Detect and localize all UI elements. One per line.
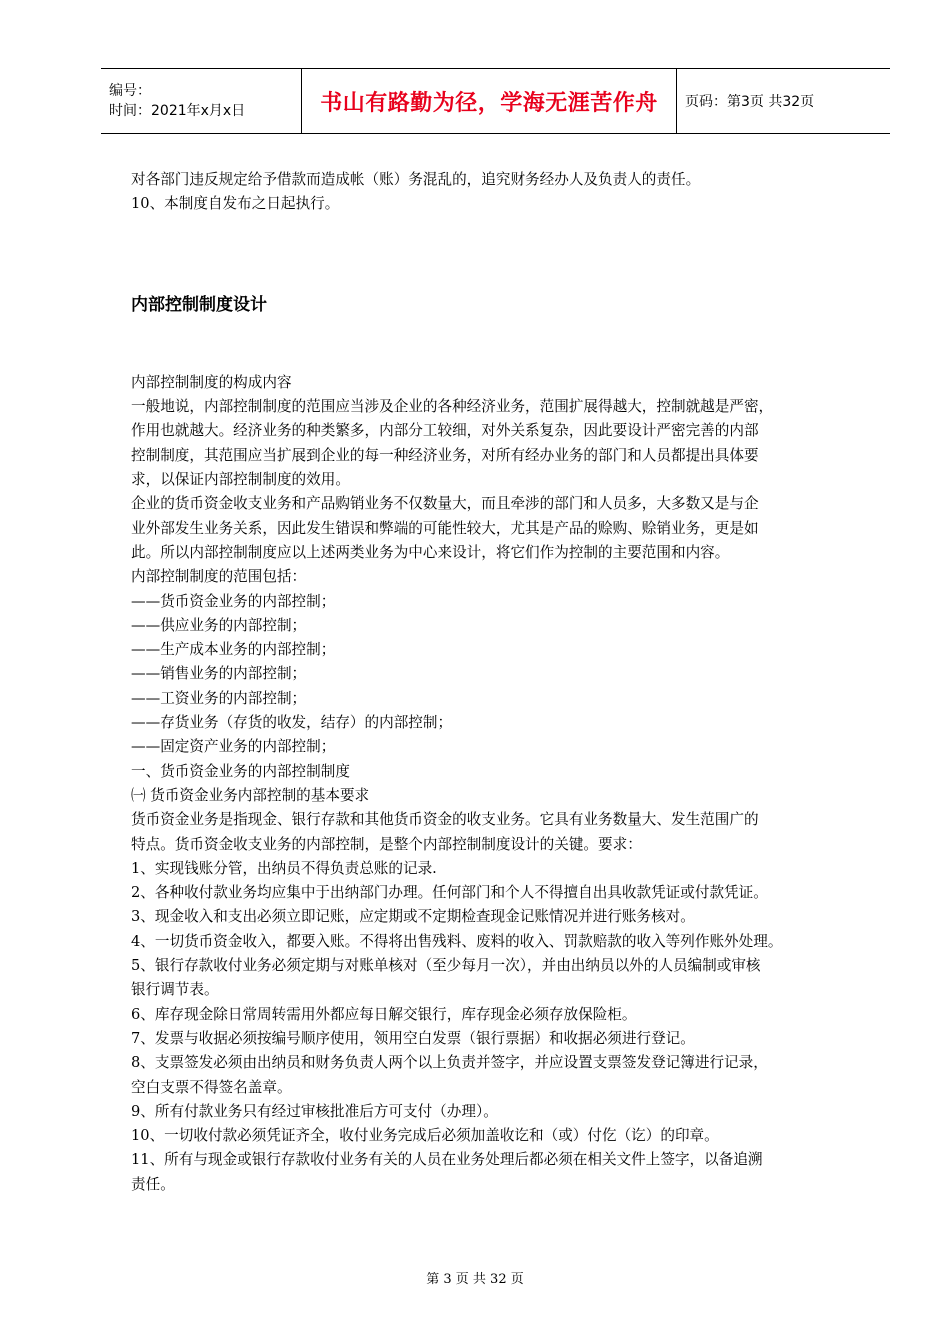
paragraph-line: ——存货业务（存货的收发，结存）的内部控制； [131, 714, 453, 732]
page-header [101, 68, 890, 134]
paragraph-line: 8、支票签发必须由出纳员和财务负责人两个以上负责并签字，并应设置支票签发登记簿进行记录， [131, 1054, 768, 1072]
paragraph-line: ——供应业务的内部控制； [131, 616, 307, 634]
header-motto-cell [301, 69, 677, 133]
page-label: 页码：第3页 共32页 [685, 94, 815, 110]
paragraph-line: 7、发票与收据必须按编号顺序使用，领用空白发票（银行票据）和收据必须进行登记。 [131, 1029, 695, 1047]
paragraph-line: 内部控制制度的范围包括： [131, 568, 307, 586]
paragraph-line: 特点。货币资金收支业务的内部控制，是整个内部控制制度设计的关键。要求： [131, 835, 642, 853]
paragraph-line: ——销售业务的内部控制； [131, 665, 307, 683]
paragraph-line: ——货币资金业务的内部控制； [131, 592, 336, 610]
header-motto: 书山有路勤为径，学海无涯苦作舟 [320, 90, 658, 116]
paragraph-line: 业外部发生业务关系，因此发生错误和弊端的可能性较大，尤其是产品的赊购、赊销业务，更是如 [131, 519, 759, 537]
paragraph-line: 求，以保证内部控制制度的效用。 [131, 471, 350, 489]
paragraph-line: 货币资金业务是指现金、银行存款和其他货币资金的收支业务。它具有业务数量大、发生范围广的 [131, 811, 759, 829]
header-page-cell [677, 69, 890, 133]
paragraph-line: 10、本制度自发布之日起执行。 [131, 195, 340, 213]
page-footer: 第 3 页 共 32 页 [426, 1272, 524, 1287]
document-body [131, 168, 871, 1197]
paragraph-line: 6、库存现金除日常周转需用外都应每日解交银行，库存现金必须存放保险柜。 [131, 1005, 637, 1023]
paragraph-line: 此。所以内部控制制度应以上述两类业务为中心来设计，将它们作为控制的主要范围和内容。 [131, 543, 730, 561]
paragraph-line: 作用也就越大。经济业务的种类繁多，内部分工较细，对外关系复杂，因此要设计严密完善的内部 [131, 422, 759, 440]
paragraph-line: 4、一切货币资金收入，都要入账。不得将出售残料、废料的收入、罚款赔款的收入等列作账外处理。 [131, 932, 783, 950]
paragraph-line: 企业的货币资金收支业务和产品购销业务不仅数量大，而且牵涉的部门和人员多，大多数又是与企 [131, 495, 759, 513]
paragraph-line: 空白支票不得签名盖章。 [131, 1078, 292, 1096]
paragraph-line: 内部控制制度的构成内容 [131, 373, 292, 391]
header-meta [101, 69, 301, 133]
paragraph-line: 5、银行存款收付业务必须定期与对账单核对（至少每月一次），并由出纳员以外的人员编制或审核 [131, 957, 761, 975]
paragraph-line: 1、实现钱账分管，出纳员不得负责总账的记录. [131, 859, 437, 877]
paragraph-line: 责任。 [131, 1175, 175, 1193]
paragraph-line: ——工资业务的内部控制； [131, 689, 307, 707]
section-heading: 内部控制制度设计 [131, 294, 267, 315]
paragraph-line: 3、现金收入和支出必须立即记账，应定期或不定期检查现金记账情况并进行账务核对。 [131, 908, 695, 926]
paragraph-line: 10、一切收付款必须凭证齐全，收付业务完成后必须加盖收讫和（或）付仡（讫）的印章。 [131, 1127, 719, 1145]
number-label: 编号： [109, 83, 151, 99]
paragraph-line: 11、所有与现金或银行存款收付业务有关的人员在业务处理后都必须在相关文件上签字，以备追溯 [131, 1151, 763, 1169]
main-text [131, 371, 871, 1197]
paragraph-line: 2、各种收付款业务均应集中于出纳部门办理。任何部门和个人不得擅自出具收款凭证或付款凭证。 [131, 884, 768, 902]
paragraph-line: 银行调节表。 [131, 981, 219, 999]
paragraph-line: 控制制度，其范围应当扩展到企业的每一种经济业务，对所有经办业务的部门和人员都提出具体要 [131, 446, 759, 464]
time-label: 时间：2021年x月x日 [109, 103, 246, 119]
paragraph-line: ㈠ 货币资金业务内部控制的基本要求 [131, 786, 370, 804]
paragraph-line: ——固定资产业务的内部控制； [131, 738, 336, 756]
paragraph-line: 9、所有付款业务只有经过审核批准后方可支付（办理）。 [131, 1102, 498, 1120]
paragraph-line: 对各部门违反规定给予借款而造成帐（账）务混乱的，追究财务经办人及负责人的责任。 [131, 171, 701, 188]
paragraph-line: 一、货币资金业务的内部控制制度 [131, 762, 350, 780]
paragraph-line: 一般地说，内部控制制度的范围应当涉及企业的各种经济业务，范围扩展得越大，控制就越是严密， [131, 398, 774, 416]
paragraph-line: ——生产成本业务的内部控制； [131, 641, 336, 659]
